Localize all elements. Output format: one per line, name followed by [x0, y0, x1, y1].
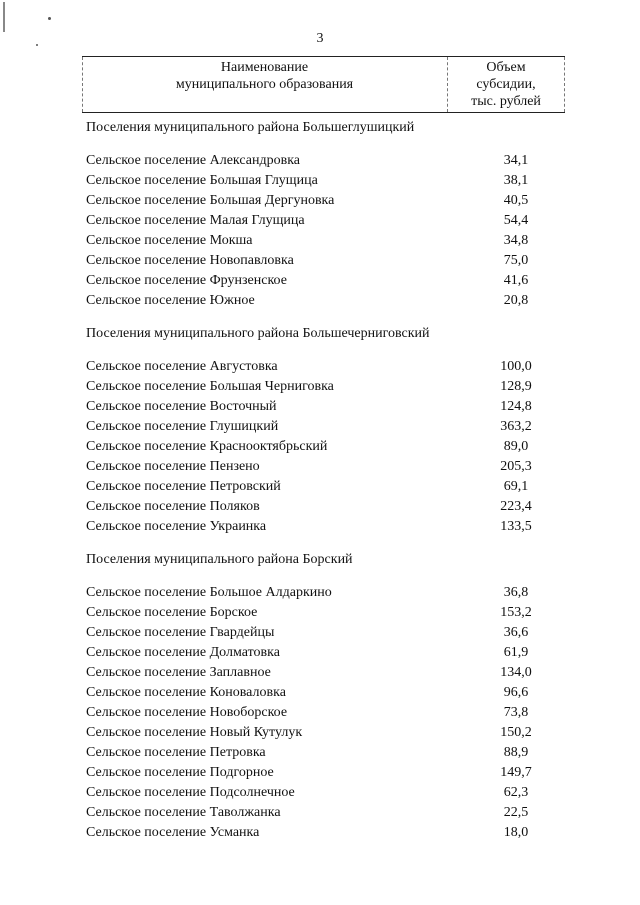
settlement-name: Сельское поселение Большая Дергуновка [86, 193, 335, 208]
settlement-name: Сельское поселение Большая Черниговка [86, 379, 334, 394]
subsidy-value: 18,0 [503, 825, 529, 840]
settlement-name: Сельское поселение Петровский [86, 479, 281, 494]
column-header-value-line: субсидии, [476, 77, 536, 92]
settlement-name: Сельское поселение Новопавловка [86, 253, 294, 268]
table-row [86, 231, 566, 251]
subsidy-value: 22,5 [503, 805, 529, 820]
table-row [86, 723, 566, 743]
subsidy-value: 36,8 [503, 585, 529, 600]
settlement-name: Сельское поселение Борское [86, 605, 258, 620]
table-row [86, 377, 566, 397]
subsidy-value: 75,0 [503, 253, 529, 268]
section-title: Поселения муниципального района Большеглушицкий [86, 120, 415, 135]
subsidy-value: 150,2 [500, 725, 532, 740]
table-row [86, 437, 566, 457]
table-row [86, 823, 566, 843]
settlement-name: Сельское поселение Южное [86, 293, 255, 308]
table-row [86, 151, 566, 171]
page-number: 3 [316, 31, 324, 46]
subsidy-value: 149,7 [500, 765, 532, 780]
table-row [86, 497, 566, 517]
subsidy-value: 41,6 [503, 273, 529, 288]
section-spacer [86, 311, 566, 324]
settlement-name: Сельское поселение Новоборское [86, 705, 288, 720]
table-row [86, 623, 566, 643]
settlement-name: Сельское поселение Краснооктябрьский [86, 439, 328, 454]
table-row [86, 271, 566, 291]
subsidy-value: 61,9 [503, 645, 529, 660]
subsidy-value: 62,3 [503, 785, 529, 800]
subsidy-value: 69,1 [503, 479, 529, 494]
table-row [86, 211, 566, 231]
table-row [86, 703, 566, 723]
table-row [86, 417, 566, 437]
settlement-name: Сельское поселение Большая Глущица [86, 173, 318, 188]
subsidy-value: 100,0 [500, 359, 532, 374]
table-row [86, 643, 566, 663]
section-title: Поселения муниципального района Большечерниговский [86, 326, 430, 341]
section-title: Поселения муниципального района Борский [86, 552, 353, 567]
settlement-name: Сельское поселение Таволжанка [86, 805, 281, 820]
subsidy-value: 124,8 [500, 399, 532, 414]
table-row [86, 477, 566, 497]
subsidy-table-body [86, 118, 566, 843]
settlement-name: Сельское поселение Новый Кутулук [86, 725, 303, 740]
settlement-name: Сельское поселение Пензено [86, 459, 260, 474]
table-row [86, 517, 566, 537]
column-header-value-line: Объем [486, 60, 526, 75]
subsidy-value: 205,3 [500, 459, 532, 474]
scan-speck [3, 2, 5, 32]
column-header-name-line: Наименование [220, 60, 309, 75]
subsidy-value: 36,6 [503, 625, 529, 640]
subsidy-value: 153,2 [500, 605, 532, 620]
settlement-name: Сельское поселение Коноваловка [86, 685, 286, 700]
subsidy-value: 88,9 [503, 745, 529, 760]
subsidy-value: 40,5 [503, 193, 529, 208]
settlement-name: Сельское поселение Заплавное [86, 665, 271, 680]
subsidy-value: 89,0 [503, 439, 529, 454]
column-header-name [82, 59, 447, 93]
table-row [86, 783, 566, 803]
table-row [86, 803, 566, 823]
column-header-value [447, 59, 565, 110]
table-row [86, 683, 566, 703]
settlement-name: Сельское поселение Восточный [86, 399, 277, 414]
subsidy-value: 54,4 [503, 213, 529, 228]
settlement-name: Сельское поселение Подгорное [86, 765, 274, 780]
table-row [86, 291, 566, 311]
table-row [86, 663, 566, 683]
scan-speck [48, 17, 51, 20]
settlement-name: Сельское поселение Подсолнечное [86, 785, 295, 800]
settlement-name: Сельское поселение Малая Глущица [86, 213, 305, 228]
table-row [86, 251, 566, 271]
settlement-name: Сельское поселение Долматовка [86, 645, 280, 660]
subsidy-value: 20,8 [503, 293, 529, 308]
settlement-name: Сельское поселение Глушицкий [86, 419, 279, 434]
table-row [86, 397, 566, 417]
subsidy-value: 73,8 [503, 705, 529, 720]
table-row [86, 763, 566, 783]
table-row [86, 191, 566, 211]
table-row [86, 603, 566, 623]
settlement-name: Сельское поселение Поляков [86, 499, 260, 514]
settlement-name: Сельское поселение Петровка [86, 745, 266, 760]
subsidy-value: 134,0 [500, 665, 532, 680]
subsidy-value: 34,8 [503, 233, 529, 248]
subsidy-value: 223,4 [500, 499, 532, 514]
table-row [86, 583, 566, 603]
settlement-name: Сельское поселение Украинка [86, 519, 267, 534]
column-header-value-line: тыс. рублей [471, 94, 541, 109]
subsidy-value: 363,2 [500, 419, 532, 434]
table-row [86, 171, 566, 191]
table-header [82, 56, 565, 113]
settlement-name: Сельское поселение Александровка [86, 153, 301, 168]
section-spacer [86, 537, 566, 550]
settlement-name: Сельское поселение Гвардейцы [86, 625, 275, 640]
subsidy-value: 96,6 [503, 685, 529, 700]
settlement-name: Сельское поселение Мокша [86, 233, 253, 248]
table-row [86, 457, 566, 477]
subsidy-value: 34,1 [503, 153, 529, 168]
settlement-name: Сельское поселение Большое Алдаркино [86, 585, 332, 600]
settlement-name: Сельское поселение Фрунзенское [86, 273, 287, 288]
table-row [86, 743, 566, 763]
column-header-name-line: муниципального образования [175, 77, 354, 92]
settlement-name: Сельское поселение Августовка [86, 359, 278, 374]
subsidy-value: 128,9 [500, 379, 532, 394]
subsidy-value: 38,1 [503, 173, 529, 188]
subsidy-value: 133,5 [500, 519, 532, 534]
settlement-name: Сельское поселение Усманка [86, 825, 260, 840]
table-row [86, 357, 566, 377]
